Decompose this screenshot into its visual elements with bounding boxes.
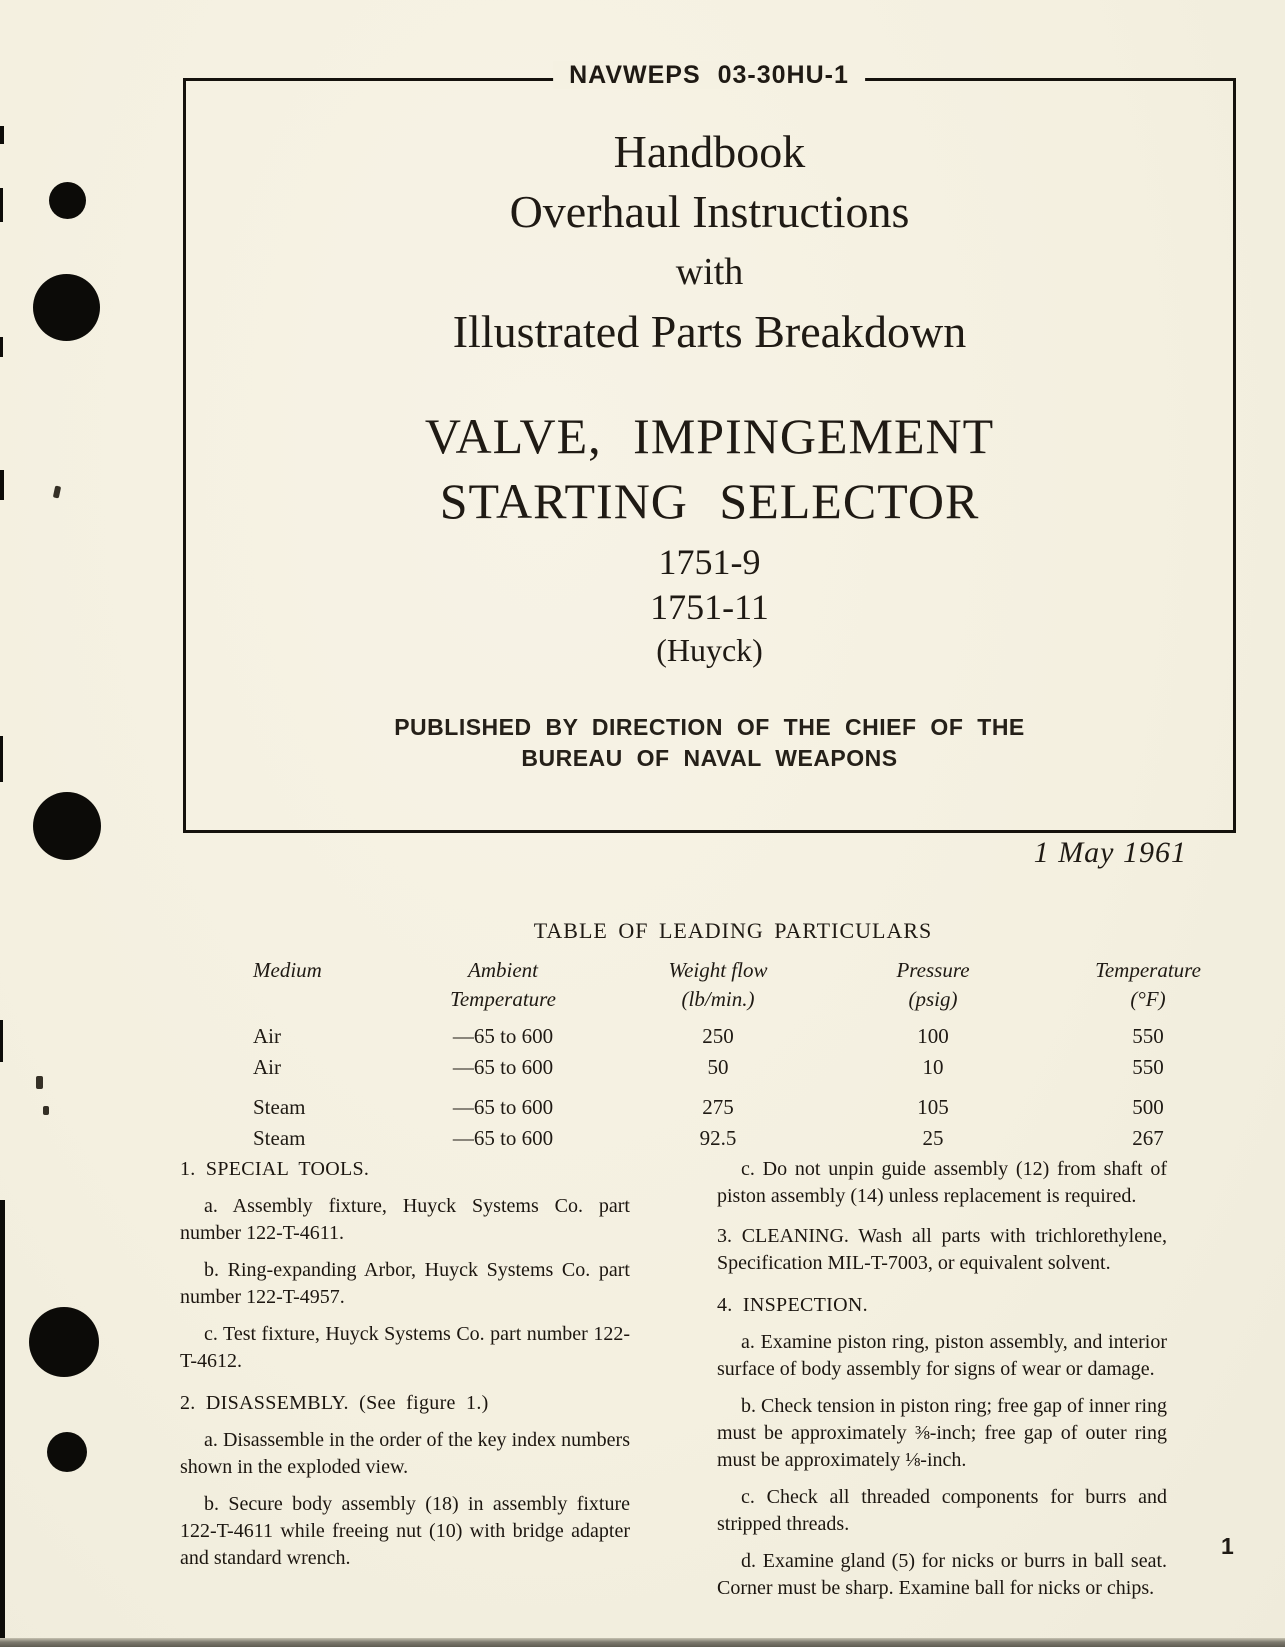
column-header-ambient-temperature: Ambient Temperature [450, 958, 556, 1011]
table-body [233, 1021, 1233, 1154]
sub-paragraph: b. Ring-expanding Arbor, Huyck Systems Co. part number 122-T-4957. [180, 1259, 630, 1308]
model-number: 1751-11 [650, 587, 769, 627]
hole-punch-mark [33, 274, 100, 341]
table-header-row [233, 956, 1233, 1014]
scan-bottom-edge [0, 1638, 1285, 1647]
sub-paragraph: d. Examine gland (5) for nicks or burrs in ball seat. Corner must be sharp. Examine ball for nicks or chips. [717, 1550, 1167, 1599]
hole-punch-mark [33, 792, 101, 860]
sub-paragraph: c. Check all threaded components for burrs and stripped threads. [717, 1486, 1167, 1535]
table-row: Steam —65 to 600 275 105 500 [253, 1095, 1164, 1119]
scan-edge-mark [0, 337, 3, 357]
hole-punch-mark [49, 182, 86, 219]
issue-date: 1 May 1961 [1033, 836, 1187, 869]
sub-paragraph: c. Test fixture, Huyck Systems Co. part number 122-T-4612. [180, 1323, 630, 1372]
hole-punch-mark [47, 1432, 87, 1472]
cover-title-line: Overhaul Instructions [509, 186, 910, 237]
scan-edge-mark [0, 1200, 5, 1647]
section-heading: 1. SPECIAL TOOLS. [180, 1158, 370, 1180]
scan-edge-mark [0, 736, 3, 782]
sub-paragraph: b. Secure body assembly (18) in assembly fixture 122-T-4611 while freeing nut (10) with bridge adapter and standard wrench. [180, 1493, 630, 1569]
sub-paragraph: b. Check tension in piston ring; free gap of inner ring must be approximately ⅜-inch; free gap of outer ring must be approximately ⅛-inch. [717, 1395, 1168, 1471]
section-heading: 2. DISASSEMBLY. (See figure 1.) [180, 1392, 489, 1414]
sub-paragraph: a. Disassemble in the order of the key index numbers shown in the exploded view. [180, 1429, 630, 1478]
cover-title-line: Illustrated Parts Breakdown [452, 306, 967, 357]
model-number: 1751-9 [658, 542, 761, 582]
cover-title-line: with [675, 251, 744, 293]
ink-speck [43, 1106, 49, 1115]
hole-punch-mark [29, 1307, 99, 1377]
subject-title-line: VALVE, IMPINGEMENT [424, 408, 995, 464]
text-column-right [717, 1156, 1167, 1602]
scan-edge-mark [0, 126, 4, 144]
page-number: 1 [1221, 1533, 1234, 1559]
column-header-temperature: Temperature (°F) [1095, 958, 1201, 1011]
table-title: TABLE OF LEADING PARTICULARS [533, 918, 933, 943]
publication-number: NAVWEPS 03-30HU-1 [553, 61, 865, 89]
column-header-pressure: Pressure (psig) [896, 958, 970, 1011]
scan-edge-mark [0, 470, 4, 500]
subject-title-line: STARTING SELECTOR [439, 473, 980, 529]
table-row: Air —65 to 600 50 10 550 [253, 1055, 1164, 1079]
leading-particulars-table [233, 918, 1233, 1154]
cover-title-box [183, 78, 1236, 833]
text-column-left [180, 1156, 630, 1572]
column-header-weight-flow: Weight flow (lb/min.) [668, 958, 768, 1011]
section-heading: 4. INSPECTION. [717, 1294, 868, 1316]
ink-speck [36, 1076, 43, 1089]
sub-paragraph: a. Assembly fixture, Huyck Systems Co. part number 122-T-4611. [180, 1195, 630, 1244]
scan-edge-mark [0, 188, 3, 222]
section-paragraph: 3. CLEANING. Wash all parts with trichlorethylene, Specification MIL-T-7003, or equivalent solvent. [717, 1225, 1167, 1274]
publisher-line: PUBLISHED BY DIRECTION OF THE CHIEF OF THE [394, 714, 1025, 740]
cover-title-line: Handbook [613, 126, 806, 177]
publisher-line: BUREAU OF NAVAL WEAPONS [521, 745, 898, 771]
sub-paragraph: a. Examine piston ring, piston assembly, and interior surface of body assembly for signs of wear or damage. [717, 1331, 1167, 1380]
table-row: Air —65 to 600 250 100 550 [253, 1024, 1164, 1048]
ink-speck [53, 486, 61, 499]
manufacturer-name: (Huyck) [656, 632, 763, 668]
sub-paragraph: c. Do not unpin guide assembly (12) from shaft of piston assembly (14) unless replacement is required. [717, 1158, 1167, 1207]
scan-edge-mark [0, 1020, 3, 1062]
column-header-medium: Medium [253, 958, 322, 982]
table-row: Steam —65 to 600 92.5 25 267 [253, 1126, 1164, 1150]
